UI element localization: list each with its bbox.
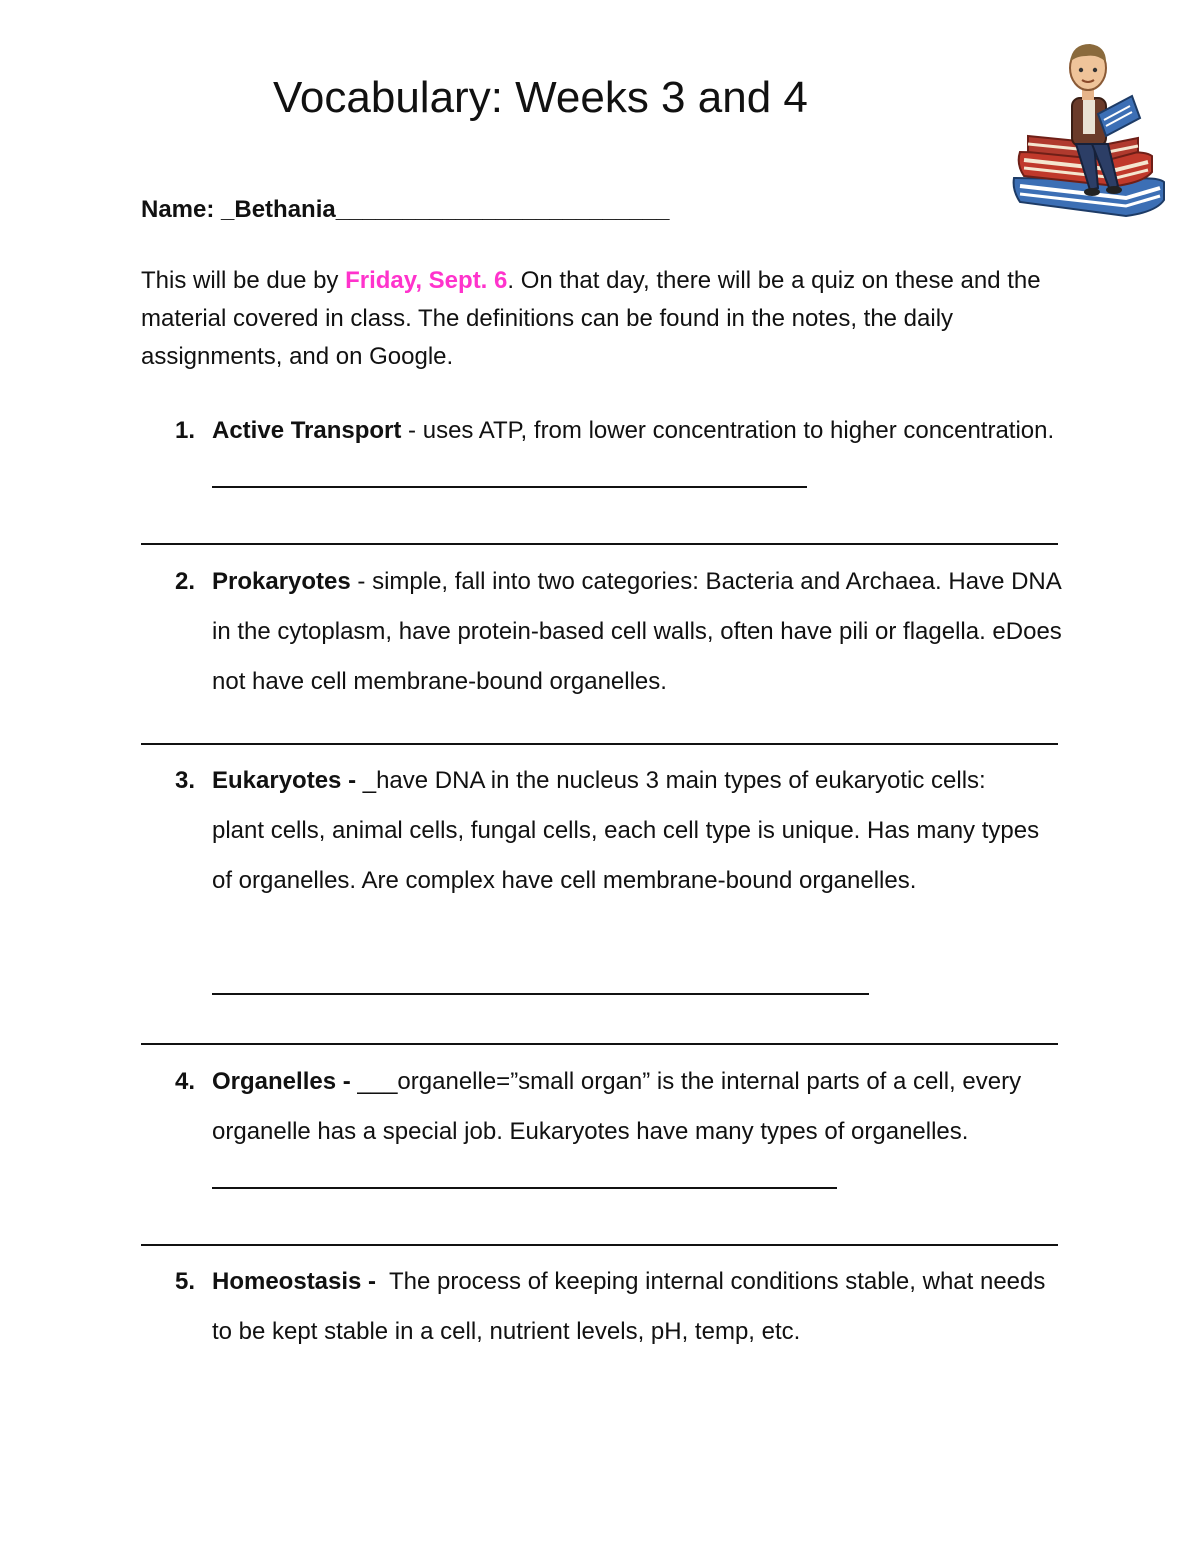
item-number: 4. [175,1068,196,1095]
answer-blank-3 [212,993,869,995]
answer-blank [212,468,807,488]
vocab-definition: simple, fall into two categories: Bacteria and Archaea. Have DNA in the cytoplasm, have protein-based cell walls, often have pili or flagella. eDoes not have cell membrane-bound organelles. [212,568,1062,695]
vocab-definition: The process of keeping internal conditions stable, what needs to be kept stable in a cell, nutrient levels, pH, temp, etc. [212,1268,1046,1345]
page-title: Vocabulary: Weeks 3 and 4 [273,73,808,122]
avatar-reading-on-books-icon [1006,40,1170,222]
due-date: Friday, Sept. 6 [345,267,508,294]
intro-text-after: . On that day, there will be a quiz on these and the material covered in class. The definitions can be found in the notes, the daily assignments, and on Google. [141,267,1041,370]
term-separator [356,767,363,794]
answer-rule-3 [141,1043,1058,1045]
vocab-definition: _have DNA in the nucleus 3 main types of eukaryotic cells: plant cells, animal cells, fungal cells, each cell type is unique. Has many types of organelles. Are complex have cell membrane-bound organelles. [212,767,1040,894]
vocab-item-2 [175,557,1065,707]
intro-paragraph [141,262,1071,376]
item-number: 1. [175,417,196,444]
item-number: 3. [175,767,196,794]
vocab-definition: uses ATP, from lower concentration to higher concentration. [422,417,1055,444]
vocab-item-5 [175,1257,1065,1357]
term-separator [376,1268,389,1295]
item-number: 5. [175,1268,196,1295]
vocab-item-3 [175,756,1065,906]
vocab-term: Eukaryotes - [212,767,357,794]
name-field: Name: _Bethania_________________________ [141,196,670,223]
answer-rule-1 [141,543,1058,545]
answer-blank [212,1169,837,1189]
vocab-term: Prokaryotes [212,568,351,595]
term-separator: - [401,417,423,444]
term-separator: - [350,568,373,595]
item-number: 2. [175,568,196,595]
intro-text-before: This will be due by [141,267,346,294]
vocab-term: Active Transport [212,417,402,444]
answer-rule-2 [141,743,1058,745]
vocab-term: Organelles - [212,1068,351,1095]
vocab-item-4 [175,1057,1065,1207]
vocab-item-1 [175,406,1065,506]
answer-rule-4 [141,1244,1058,1246]
vocab-definition: ___organelle=”small organ” is the internal parts of a cell, every organelle has a special job. Eukaryotes have many types of organelles. [212,1068,1022,1145]
vocab-term: Homeostasis - [212,1268,377,1295]
